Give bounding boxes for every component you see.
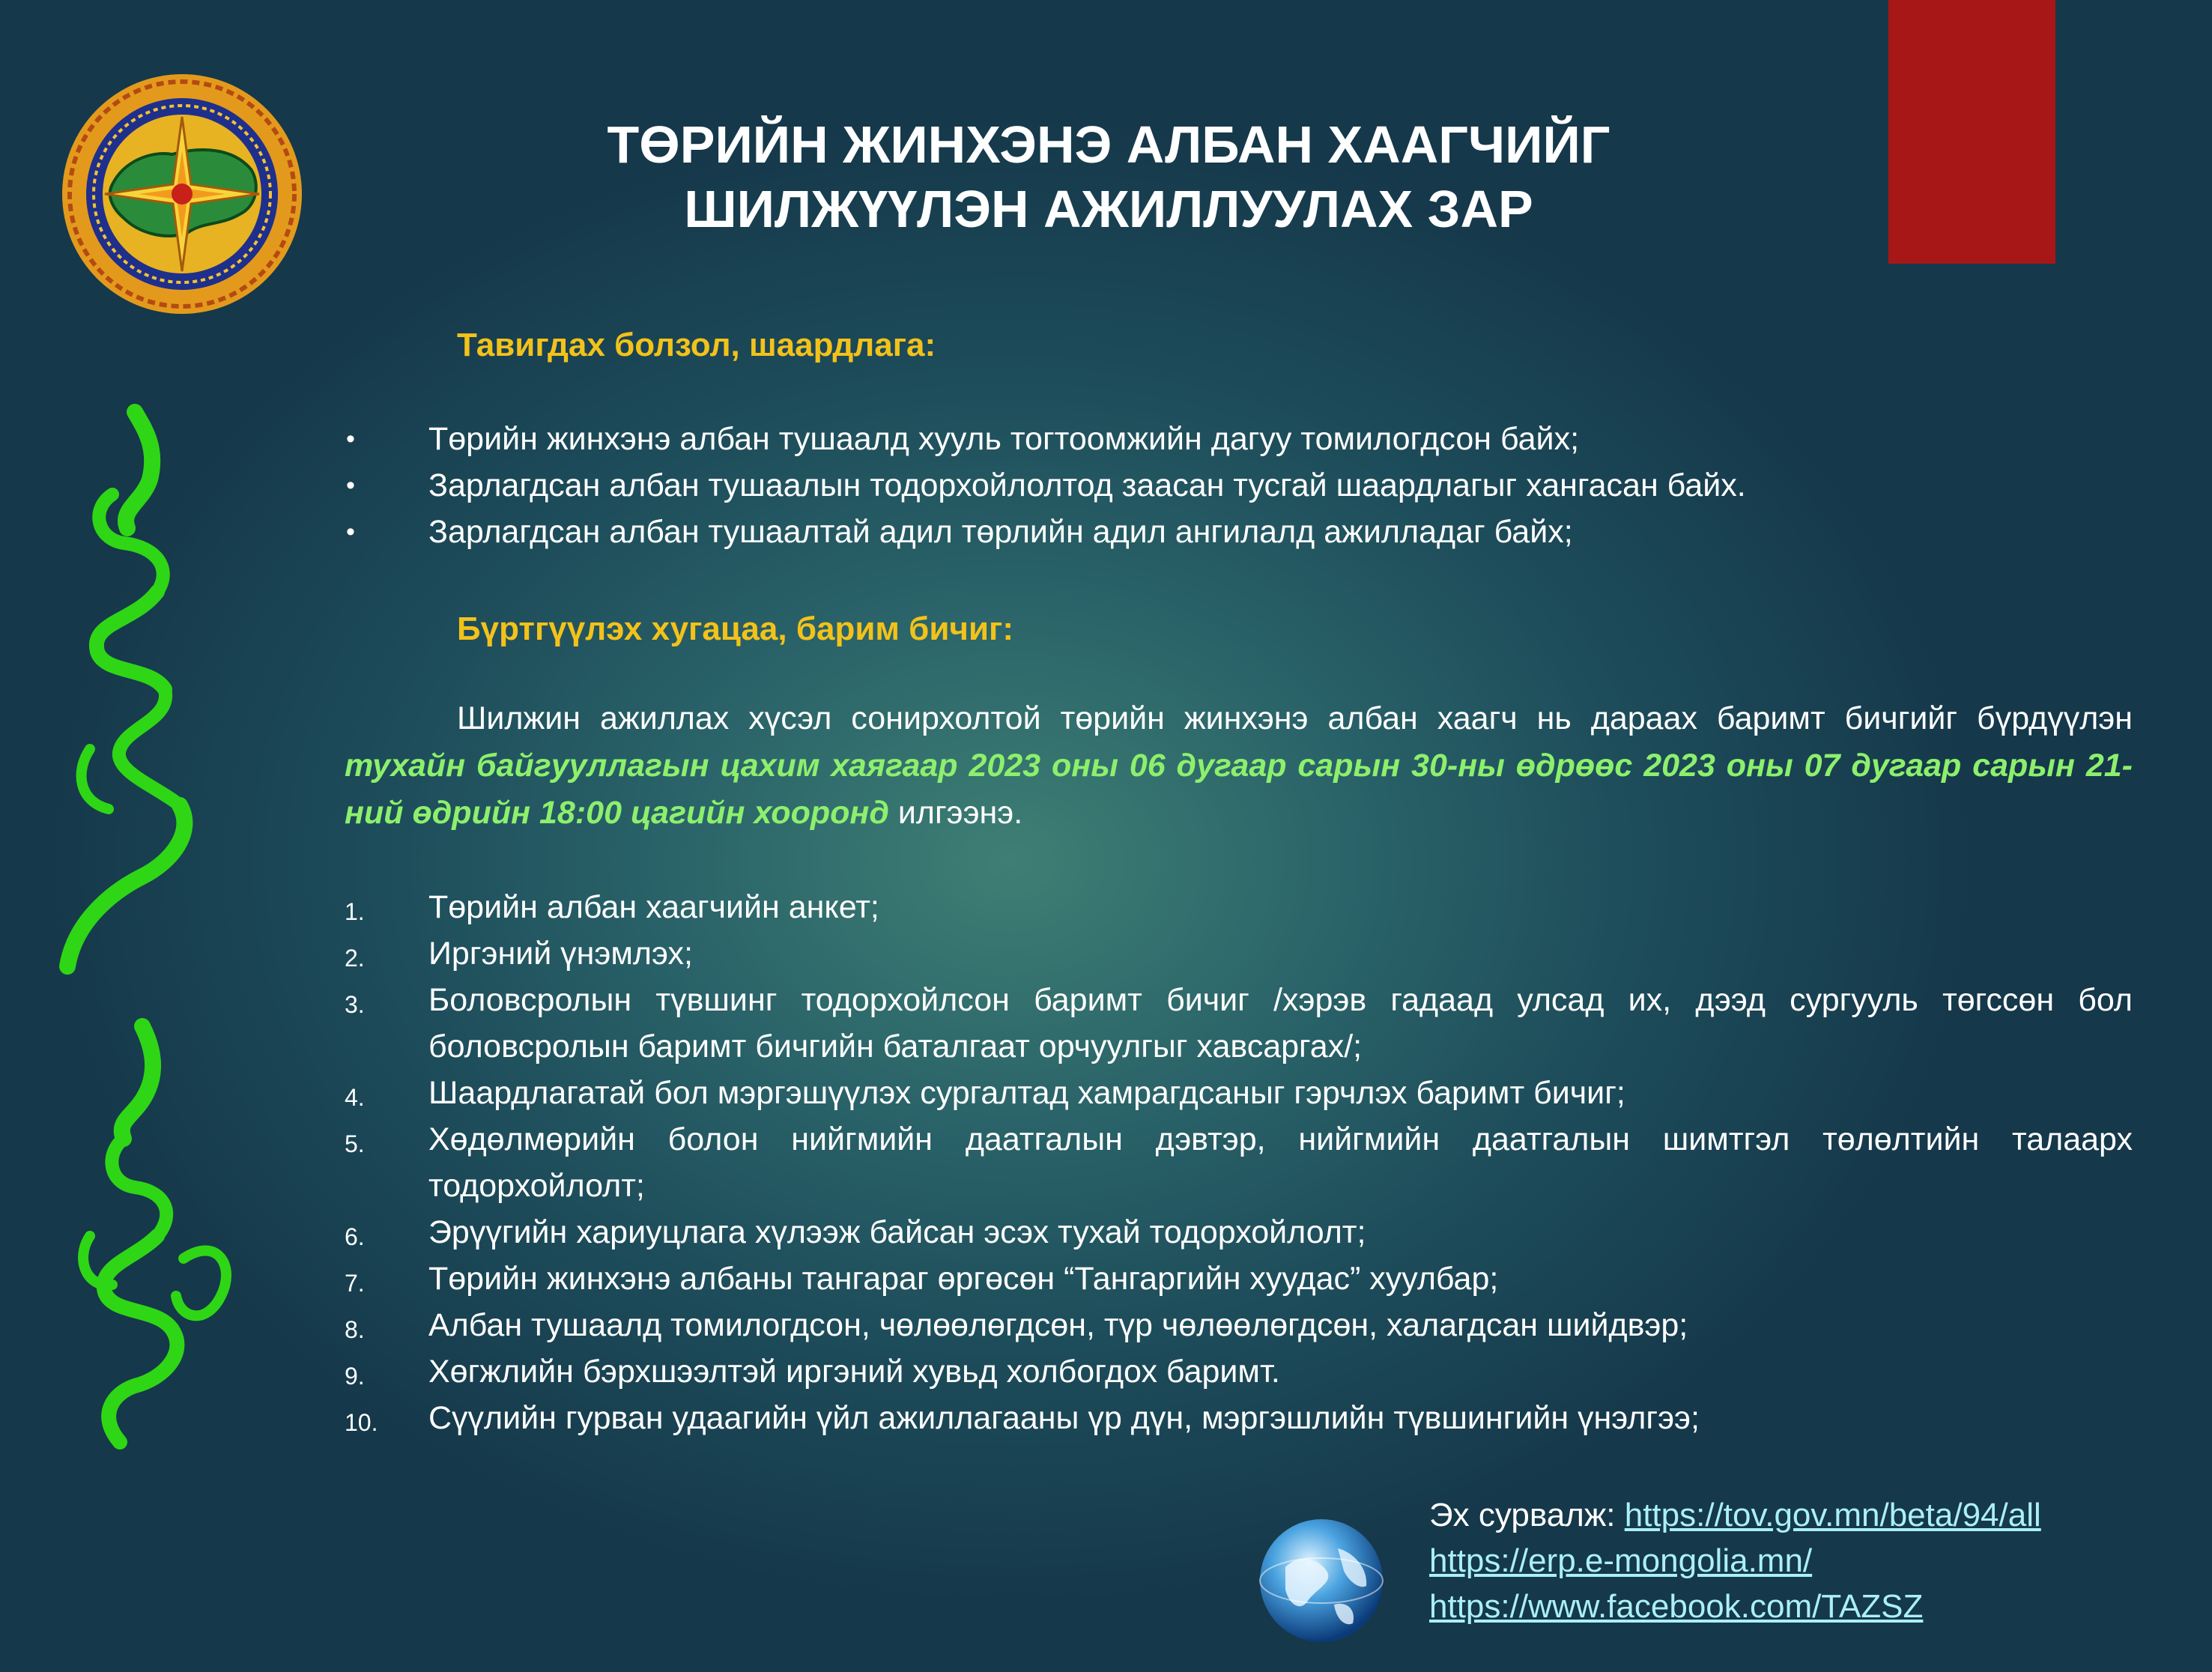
mongolian-script-icon (45, 397, 247, 1461)
bullet-icon: • (346, 471, 355, 500)
registration-heading: Бүртгүүлэх хугацаа, барим бичиг: (457, 611, 1013, 647)
documents-list (345, 884, 2133, 1441)
list-item: 10. Сүүлийн гурван удаагийн үйл ажиллагааны үр дүн, мэргэшлийн түвшингийн үнэлгээ; (345, 1400, 1700, 1436)
requirements-heading: Тавигдах болзол, шаардлага: (457, 327, 936, 363)
list-item: • Төрийн жинхэнэ албан тушаалд хууль тогтоомжийн дагуу томилогдсон байх; (345, 416, 2133, 462)
sources-label: Эх сурвалж: (1429, 1497, 1625, 1533)
source-link-erp[interactable]: https://erp.e-mongolia.mn/ (1429, 1542, 1813, 1579)
list-item: 6. Эрүүгийн хариуцлага хүлээж байсан эсэх тухай тодорхойлолт; (345, 1214, 1366, 1250)
title-line-2: ШИЛЖҮҮЛЭН АЖИЛЛУУЛАХ ЗАР (684, 180, 1533, 238)
page-title (375, 112, 1843, 241)
bullet-icon: • (346, 425, 355, 453)
red-accent-block (1888, 0, 2055, 264)
list-item: 9. Хөгжлийн бэрхшээлтэй иргэний хувьд холбогдох баримт. (345, 1354, 1280, 1390)
list-item: 2. Иргэний үнэмлэх; (345, 936, 693, 972)
government-emblem-icon (60, 72, 304, 316)
deadline-highlight: тухайн байгууллагын цахим хаягаар 2023 оны 06 дугаар сарын 30-ны өдрөөс 2023 оны 07 дугаар сарын 21-ний өдрийн 18:00 цагийн хооронд (345, 748, 2133, 831)
bullet-icon: • (346, 518, 355, 546)
list-item: 1. Төрийн албан хаагчийн анкет; (345, 889, 879, 925)
registration-intro: Шилжин ажиллах хүсэл сонирхолтой төрийн жинхэнэ албан хаагч нь дараах баримт бичгийг бүрдүүлэн тухайн байгууллагын цахим хаягаар 2023 оны 06 дугаар сарын 30-ны өдрөөс 2023 оны 07 дугаар сарын 21-ний өдрийн 18:00 цагийн хооронд илгээнэ. (345, 700, 2133, 831)
list-item: 8. Албан тушаалд томилогдсон, чөлөөлөгдсөн, түр чөлөөлөгдсөн, халагдсан шийдвэр; (345, 1307, 1688, 1343)
list-item: 7. Төрийн жинхэнэ албаны тангараг өргөсөн “Тангаргийн хуудас” хуулбар; (345, 1261, 1499, 1297)
globe-icon (1255, 1515, 1387, 1647)
list-item: 5. Хөдөлмөрийн болон нийгмийн даатгалын дэвтэр, нийгмийн даатгалын шимтгэл төлөлтийн талаарх тодорхойлолт; (345, 1121, 2133, 1204)
source-link-tov[interactable]: https://tov.gov.mn/beta/94/all (1624, 1497, 2041, 1533)
source-link-facebook[interactable]: https://www.facebook.com/TAZSZ (1429, 1588, 1924, 1625)
list-item: • Зарлагдсан албан тушаалын тодорхойлолтод заасан тусгай шаардлагыг хангасан байх. (345, 462, 2133, 509)
list-item: 3. Боловсролын түвшинг тодорхойлсон баримт бичиг /хэрэв гадаад улсад их, дээд сургууль төгссөн бол боловсролын баримт бичгийн баталгаат орчуулгыг хавсаргах/; (345, 982, 2133, 1064)
list-item: • Зарлагдсан албан тушаалтай адил төрлийн адил ангилалд ажилладаг байх; (345, 509, 2133, 555)
list-item: 4. Шаардлагатай бол мэргэшүүлэх сургалтад хамрагдсаныг гэрчлэх баримт бичиг; (345, 1075, 1625, 1111)
title-line-1: ТӨРИЙН ЖИНХЭНЭ АЛБАН ХААГЧИЙГ (607, 115, 1610, 174)
requirements-list (345, 416, 2133, 555)
sources-block (1429, 1492, 2041, 1629)
